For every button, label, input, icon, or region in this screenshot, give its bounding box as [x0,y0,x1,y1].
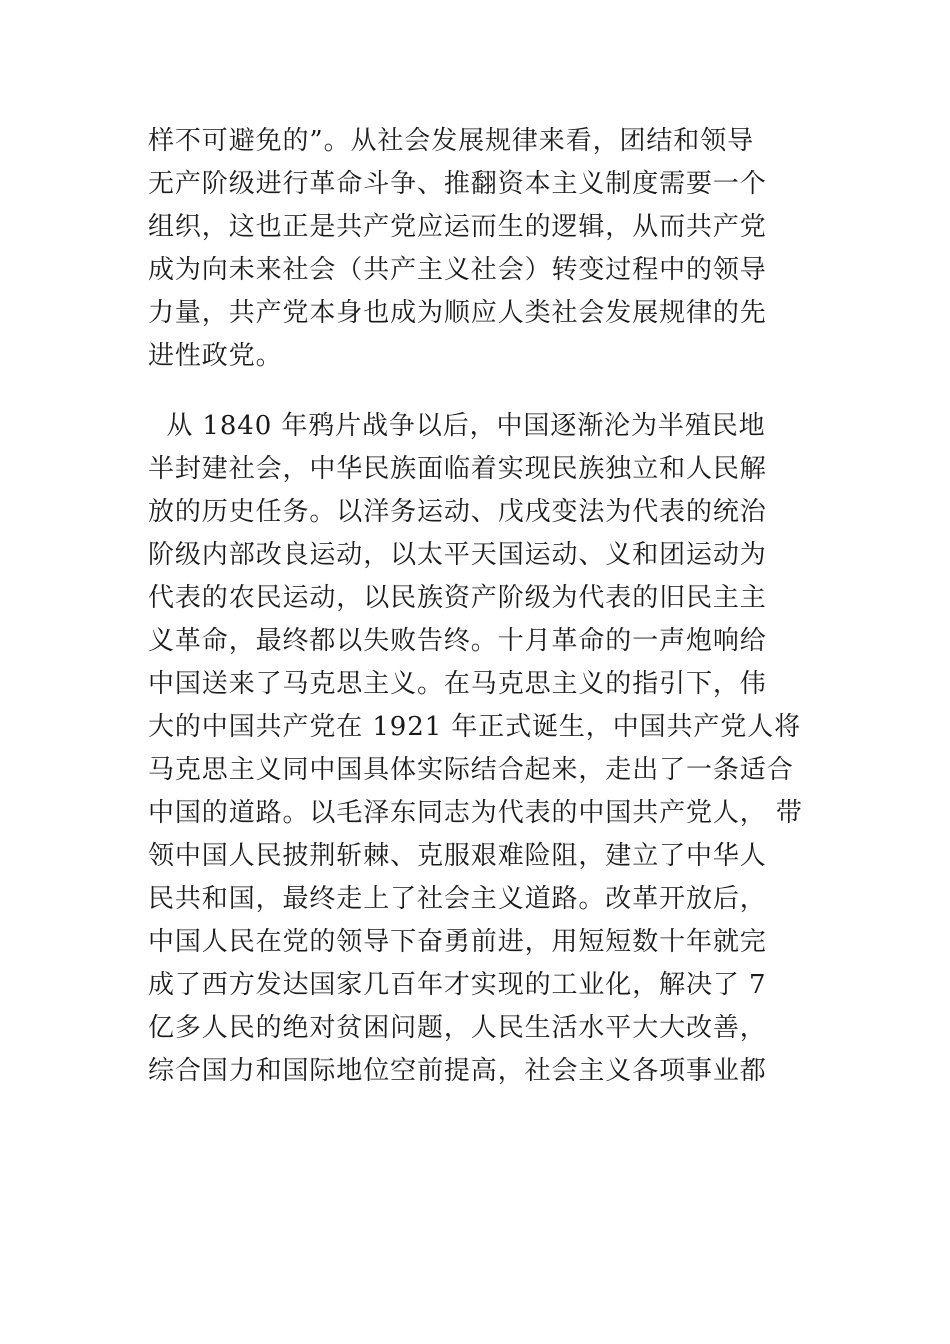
paragraph-2 [148,405,808,1093]
text-line: 阶级内部改良运动，以太平天国运动、义和团运动为 [148,540,767,570]
text-line: 中国人民在党的领导下奋勇前进，用短短数十年就完 [148,927,767,957]
text-line: 成为向未来社会（共产主义社会）转变过程中的领导 [148,255,767,285]
text-line: 代表的农民运动，以民族资产阶级为代表的旧民主主 [148,583,767,613]
text-line: 义革命，最终都以失败告终。十月革命的一声炮响给 [148,626,767,656]
paragraph-1 [148,120,808,378]
text-line: 进性政党。 [148,341,283,371]
text-line: 马克思主义同中国具体实际结合起来，走出了一条适合 [148,755,794,785]
text-line: 亿多人民的绝对贫困问题，人民生活水平大大改善， [148,1013,767,1043]
text-line: 从 1840 年鸦片战争以后，中国逐渐沦为半殖民地 [148,411,766,441]
text-line: 中国的道路。以毛泽东同志为代表的中国共产党人， 带 [148,798,803,828]
text-line: 无产阶级进行革命斗争、推翻资本主义制度需要一个 [148,169,767,199]
text-line: 领中国人民披荆斩棘、克服艰难险阻，建立了中华人 [148,841,767,871]
text-line: 中国送来了马克思主义。在马克思主义的指引下，伟 [148,669,767,699]
text-line: 组织，这也正是共产党应运而生的逻辑，从而共产党 [148,212,767,242]
text-line: 民共和国，最终走上了社会主义道路。改革开放后， [148,884,767,914]
text-line: 大的中国共产党在 1921 年正式诞生，中国共产党人将 [148,712,801,742]
text-line: 力量，共产党本身也成为顺应人类社会发展规律的先 [148,298,767,328]
text-line: 半封建社会，中华民族面临着实现民族独立和人民解 [148,454,767,484]
text-line: 成了西方发达国家几百年才实现的工业化，解决了 7 [148,970,767,1000]
text-line: 放的历史任务。以洋务运动、戊戌变法为代表的统治 [148,497,767,527]
text-line: 综合国力和国际地位空前提高，社会主义各项事业都 [148,1056,767,1086]
text-line: 样不可避免的”。从社会发展规律来看，团结和领导 [148,126,754,156]
